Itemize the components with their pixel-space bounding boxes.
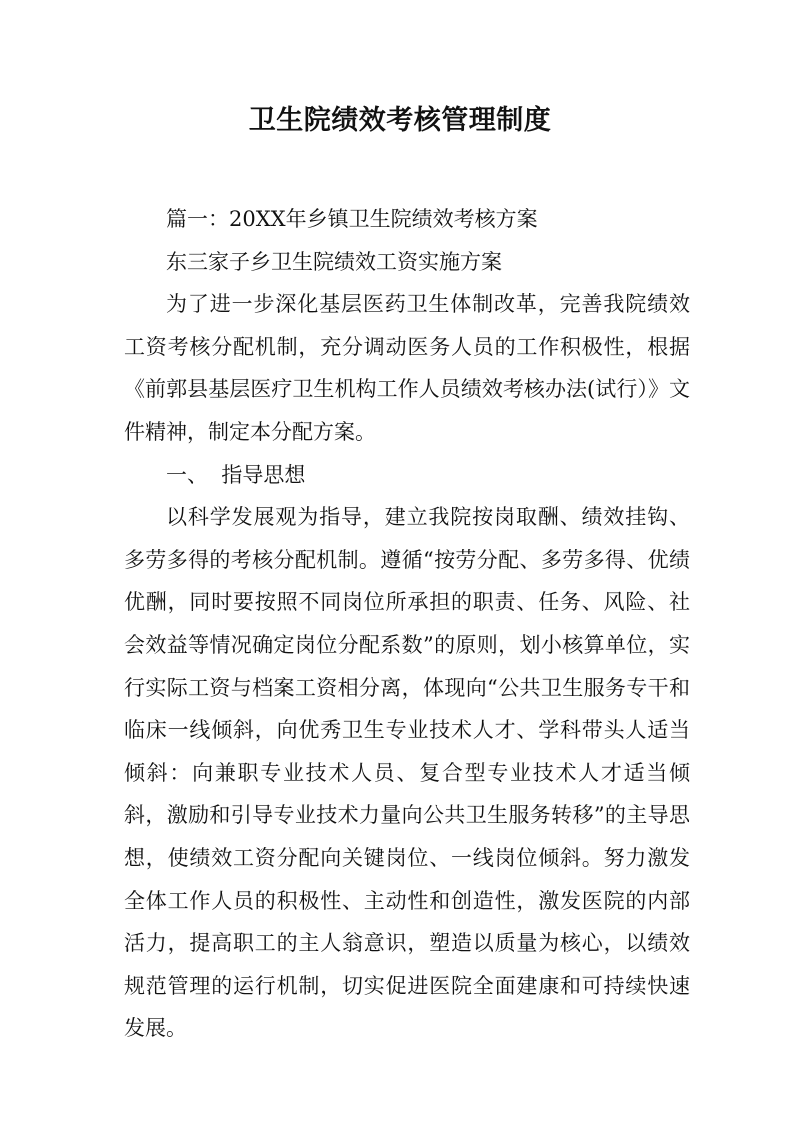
document-body <box>124 198 690 1050</box>
heading-guiding-ideology: 一、 指导思想 <box>166 462 306 487</box>
intro-paragraph: 为了进一步深化基层医药卫生体制改革，完善我院绩效工资考核分配机制，充分调动医务人员的工作积极性，根据《前郭县基层医疗卫生机构工作人员绩效考核办法(试行）》文件精神，制定本分配方案。 <box>124 292 690 444</box>
document-title: 卫生院绩效考核管理制度 <box>248 105 552 136</box>
plan-subtitle: 东三家子乡卫生院绩效工资实施方案 <box>166 249 502 274</box>
section-title: 篇一：20XX年乡镇卫生院绩效考核方案 <box>166 207 538 231</box>
guiding-ideology-paragraph: 以科学发展观为指导，建立我院按岗取酬、绩效挂钩、多劳多得的考核分配机制。遵循“按劳分配、多劳多得、优绩优酬，同时要按照不同岗位所承担的职责、任务、风险、社会效益等情况确定岗位分配系数”的原则，划小核算单位，实行实际工资与档案工资相分离，体现向“公共卫生服务专干和临床一线倾斜，向优秀卫生专业技术人才、学科带头人适当倾斜：向兼职专业技术人员、复合型专业技术人才适当倾斜，激励和引导专业技术力量向公共卫生服务转移”的主导思想，使绩效工资分配向关键岗位、一线岗位倾斜。努力激发全体工作人员的积极性、主动性和创造性，激发医院的内部活力，提高职工的主人翁意识，塑造以质量为核心，以绩效规范管理的运行机制，切实促进医院全面建康和可持续快速发展。 <box>124 505 690 1041</box>
